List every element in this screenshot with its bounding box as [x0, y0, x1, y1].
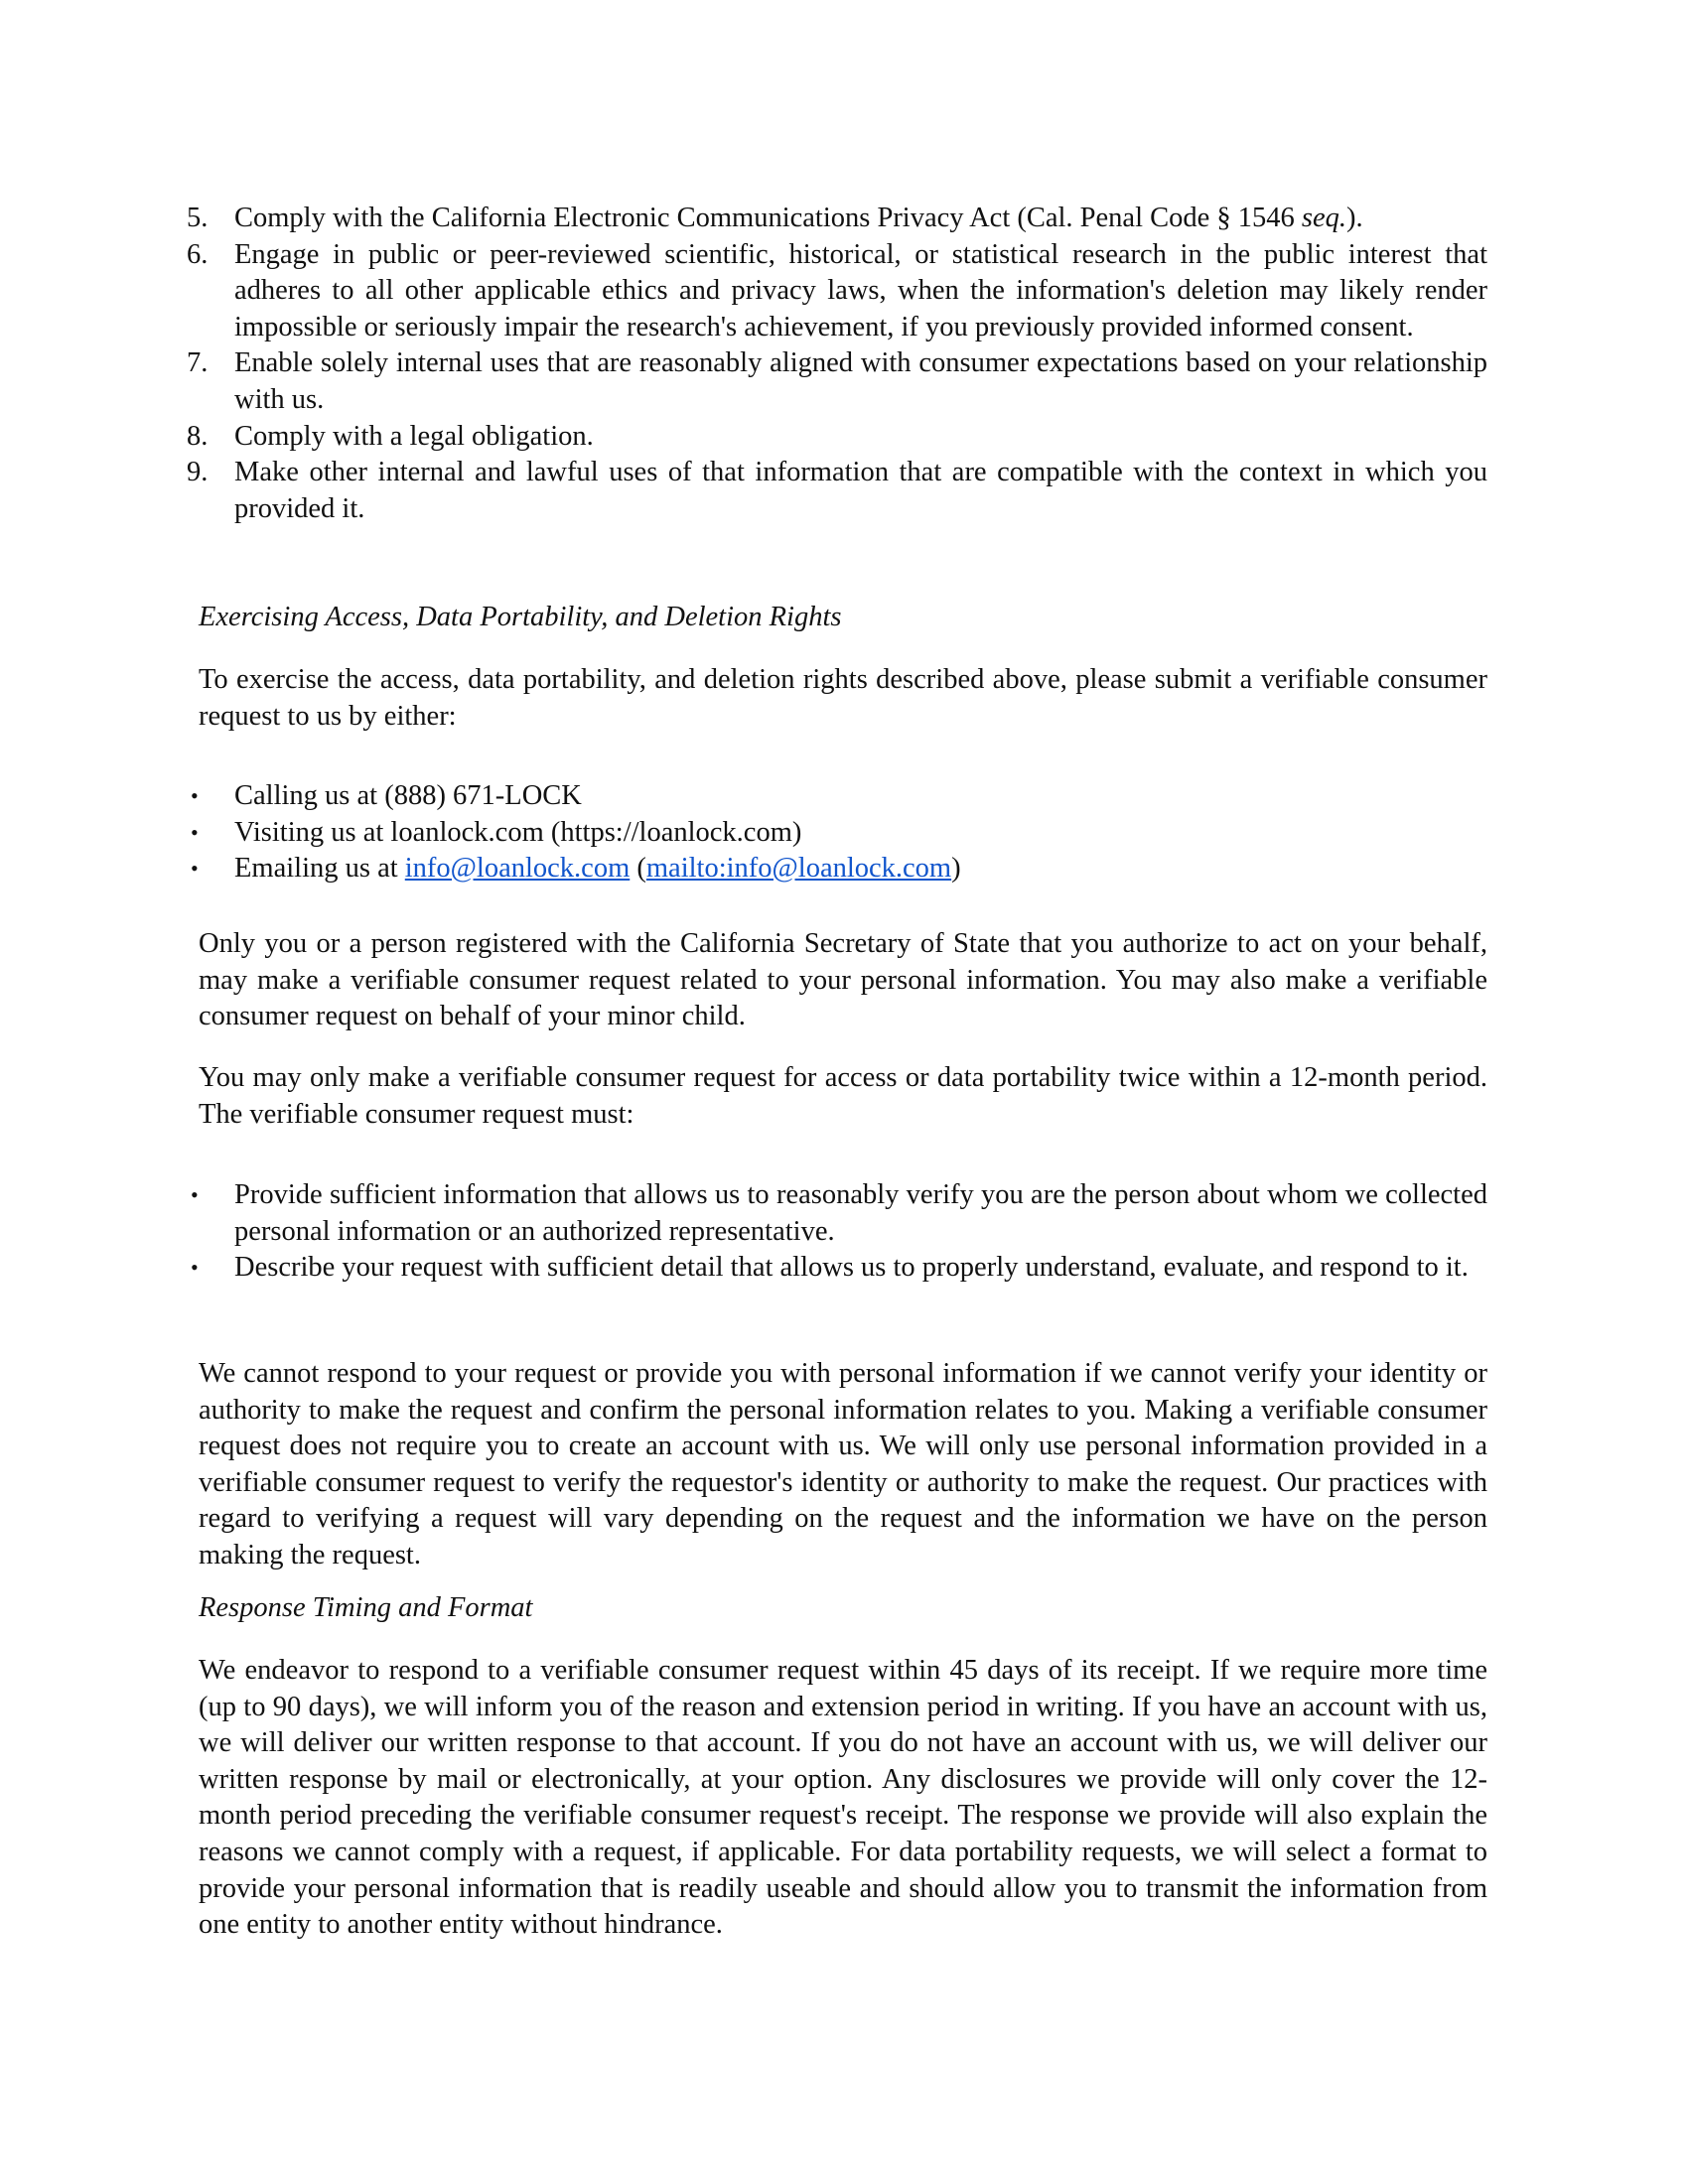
email-prefix: Emailing us at: [234, 853, 405, 885]
intro-paragraph: To exercise the access, data portability, and deletion rights described above, please submit a verifiable consumer request to us by either:: [199, 664, 1487, 732]
visit-text: Visiting us at loanlock.com (https://loanlock.com): [234, 816, 802, 848]
bullet-icon: •: [191, 783, 199, 808]
list-number: 5.: [187, 203, 209, 233]
email-link[interactable]: info@loanlock.com: [404, 853, 631, 885]
list-number: 8.: [187, 420, 209, 452]
list-item: [187, 237, 1487, 346]
list-item-visit: [187, 815, 1487, 852]
bullet-icon: •: [191, 856, 199, 882]
list-item-email: [187, 851, 1487, 887]
list-item-text: Describe your request with sufficient detail that allows us to properly understand, evaluate, and respond to it.: [234, 1252, 1469, 1284]
list-item-italic: seq.: [1301, 203, 1347, 233]
response-timing-paragraph: We endeavor to respond to a verifiable consumer request within 45 days of its receipt. If we require more time (up to 90 days), we will inform you of the reason and extension period in writing. If you have an account with us, we will deliver our written response to that account. If you do not have an account with us, we will deliver our written response by mail or electronically, at your option. Any disclosures we provide will only cover the 12-month period preceding the verifiable consumer request's receipt. The response we provide will also explain the reasons we cannot comply with a request, if applicable. For data portability requests, we will select a format to provide your personal information that is readily useable and should allow you to transmit the information from one entity to another entity without hindrance.: [199, 1655, 1487, 1941]
bullet-icon: •: [191, 1255, 199, 1281]
request-limit-paragraph: You may only make a verifiable consumer request for access or data portability twice within a 12-month period. The verifiable consumer request must:: [199, 1062, 1487, 1130]
list-item: [187, 345, 1487, 418]
bullet-icon: •: [191, 819, 199, 845]
list-item-text: Engage in public or peer-reviewed scientific, historical, or statistical research in the public interest that adheres to all other applicable ethics and privacy laws, when the information's deletion may likely render impossible or seriously impair the research's achievement, if you previously provided informed consent.: [234, 238, 1487, 342]
list-item: [187, 1177, 1487, 1250]
list-item-text: Comply with a legal obligation.: [234, 420, 594, 452]
list-item-call: [187, 778, 1487, 815]
list-item: [187, 455, 1487, 527]
list-item-text: Enable solely internal uses that are reasonably aligned with consumer expectations based on your relationship with us.: [234, 347, 1487, 415]
exception-list: [187, 201, 1487, 527]
list-item: [187, 201, 1487, 237]
email-mid: (: [630, 853, 646, 885]
list-number: 6.: [187, 238, 209, 270]
bullet-icon: •: [191, 1182, 199, 1207]
section-heading-exercising-rights: Exercising Access, Data Portability, and Deletion Rights: [199, 602, 842, 632]
list-item-text: Provide sufficient information that allows us to reasonably verify you are the person about whom we collected personal information or an authorized representative.: [234, 1179, 1487, 1247]
verification-paragraph: We cannot respond to your request or provide you with personal information if we cannot verify your identity or authority to make the request and confirm the personal information relates to you. Making a verifiable consumer request does not require you to create an account with us. We will only use personal information provided in a verifiable consumer request to verify the requestor's identity or authority to make the request. Our practices with regard to verifying a request will vary depending on the request and the information we have on the person making the request.: [199, 1358, 1487, 1570]
email-suffix: ): [951, 853, 961, 885]
request-requirements-list: [187, 1177, 1487, 1287]
section-heading-response-timing: Response Timing and Format: [199, 1592, 533, 1623]
contact-methods-list: [187, 778, 1487, 887]
call-text: Calling us at (888) 671-LOCK: [234, 780, 582, 811]
list-item-text-end: ).: [1346, 203, 1363, 233]
list-item-text: Make other internal and lawful uses of that information that are compatible with the context in which you provided it.: [234, 457, 1487, 524]
list-number: 9.: [187, 457, 209, 488]
list-number: 7.: [187, 347, 209, 379]
authorized-agent-paragraph: Only you or a person registered with the California Secretary of State that you authorize to act on your behalf, may make a verifiable consumer request related to your personal information. You may also make a verifiable consumer request on behalf of your minor child.: [199, 928, 1487, 1032]
list-item: [187, 419, 1487, 456]
list-item-text: Comply with the California Electronic Communications Privacy Act (Cal. Penal Code § 1546: [234, 203, 1302, 233]
mailto-link[interactable]: mailto:info@loanlock.com: [645, 853, 952, 885]
list-item: [187, 1250, 1487, 1287]
